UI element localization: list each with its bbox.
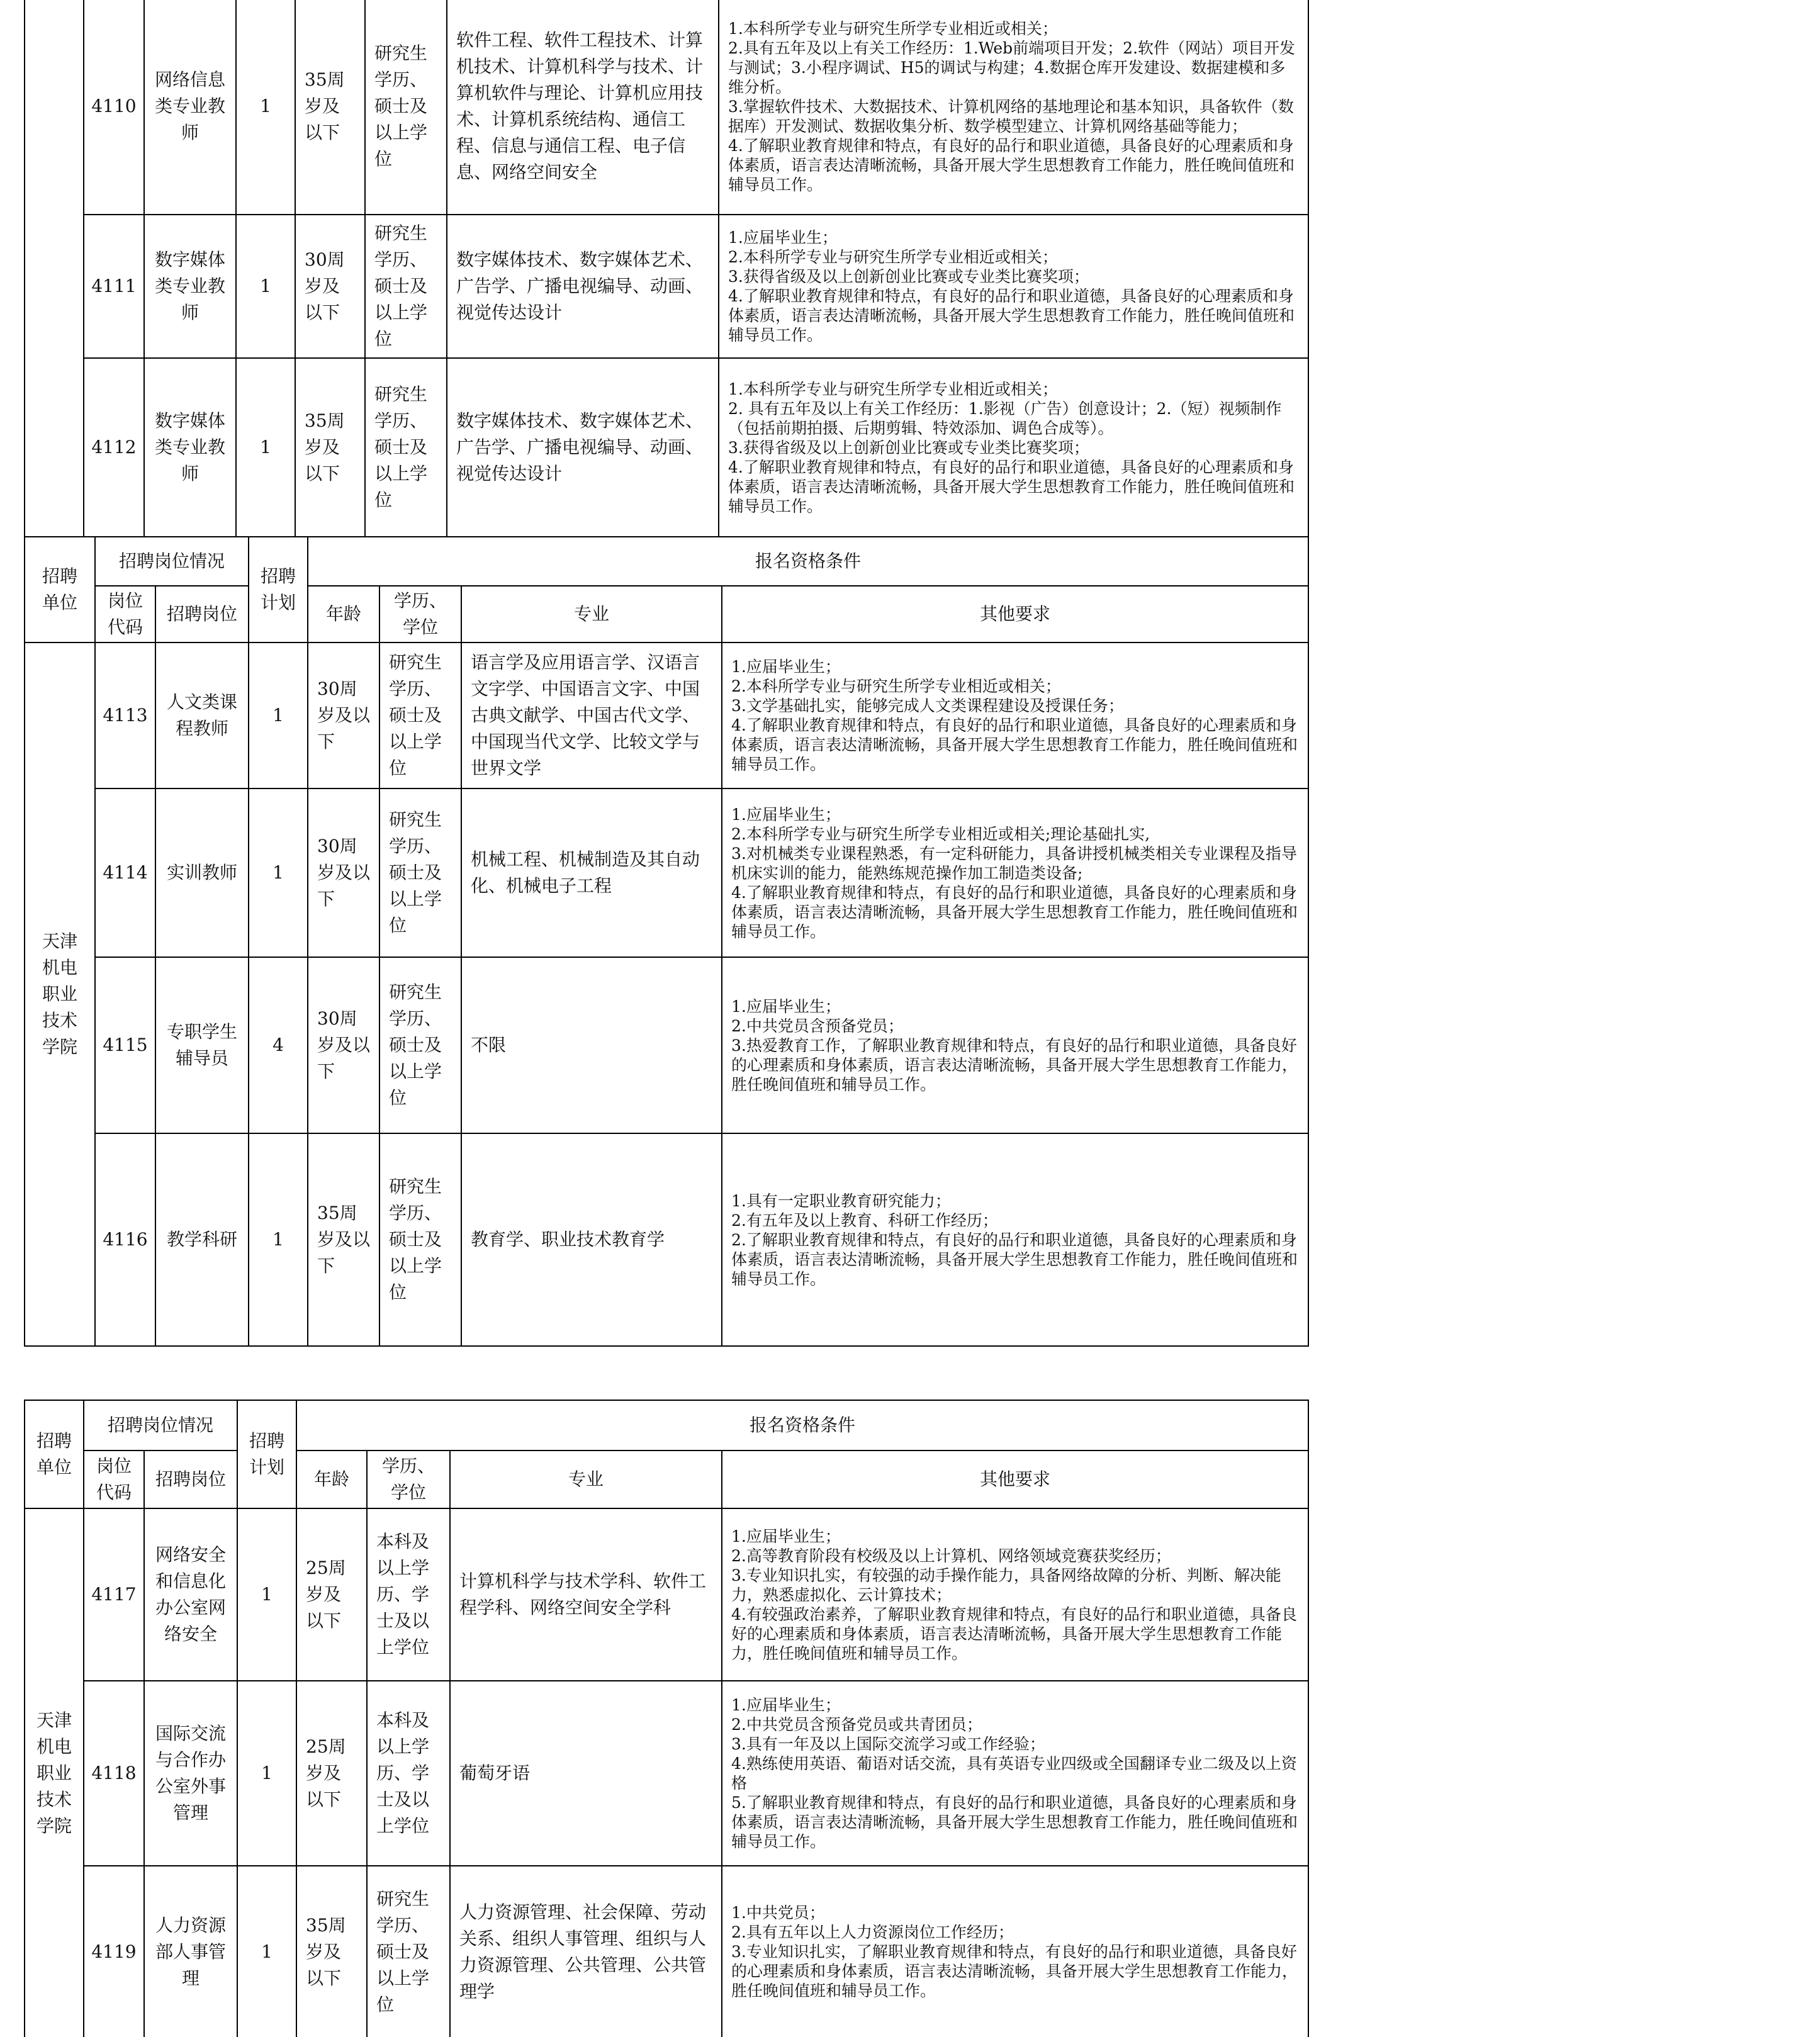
- education-requirement: 研究生学历、硕士及以上学位: [379, 1133, 461, 1346]
- age-requirement: 30周岁及以下: [308, 957, 379, 1133]
- header-position-code: 岗位代码: [95, 586, 155, 643]
- other-requirements: 1.应届毕业生； 2.高等教育阶段有校级及以上计算机、网络领域竞赛获奖经历； 3.专业知识扎实，有较强的动手操作能力，具备网络故障的分析、判断、解决能力，熟悉虚拟化、云计算技术； 4.有较强政治素养，了解职业教育规律和特点，有良好的品行和职业道德，具备良好的心理素质和身体素质，语言表达清晰流畅，具备开展大学生思想教育工作能力，胜任晚间值班和辅导员工作。: [722, 1508, 1308, 1681]
- age-requirement: 35周岁及以下: [296, 1866, 367, 2037]
- major-requirement: 计算机科学与技术学科、软件工程学科、网络空间安全学科: [450, 1508, 722, 1681]
- table-row: [25, 788, 1308, 957]
- table-row: [25, 957, 1308, 1133]
- major-requirement: 不限: [461, 957, 722, 1133]
- position-code: 4110: [84, 0, 144, 215]
- unit-name: 天津机电职业技术学院: [25, 1508, 84, 2037]
- recruitment-table-section-a: [24, 536, 1309, 643]
- major-requirement: 机械工程、机械制造及其自动化、机械电子工程: [461, 788, 722, 957]
- header-other: 其他要求: [722, 586, 1308, 643]
- other-requirements: 1.具有一定职业教育研究能力； 2.有五年及以上教育、科研工作经历； 2.了解职业教育规律和特点，有良好的品行和职业道德，具备良好的心理素质和身体素质，语言表达清晰流畅，具备开展大学生思想教育工作能力，胜任晚间值班和辅导员工作。: [722, 1133, 1308, 1346]
- header-plan: 招聘计划: [237, 1400, 296, 1508]
- education-requirement: 研究生学历、硕士及以上学位: [365, 358, 447, 537]
- education-requirement: 研究生学历、硕士及以上学位: [379, 788, 461, 957]
- unit-cell-continued: [25, 0, 84, 537]
- hiring-plan: 1: [237, 1681, 296, 1866]
- table-row: [25, 1133, 1308, 1346]
- age-requirement: 35周岁及以下: [295, 0, 365, 215]
- age-requirement: 30周岁及以下: [295, 215, 365, 358]
- unit-name: 天津机电职业技术学院: [25, 643, 95, 1346]
- header-position-name: 招聘岗位: [155, 586, 249, 643]
- table-row: [25, 1866, 1308, 2037]
- header-unit: 招聘单位: [25, 537, 95, 643]
- education-requirement: 研究生学历、硕士及以上学位: [365, 0, 447, 215]
- position-code: 4118: [84, 1681, 144, 1866]
- age-requirement: 35周岁及以下: [308, 1133, 379, 1346]
- header-age: 年龄: [296, 1451, 367, 1508]
- position-code: 4112: [84, 358, 144, 537]
- other-requirements: 1.应届毕业生； 2.本科所学专业与研究生所学专业相近或相关;理论基础扎实, 3.对机械类专业课程熟悉，有一定科研能力，具备讲授机械类相关专业课程及指导机床实训的能力，能熟练规范操作加工制造类设备; 4.了解职业教育规律和特点，有良好的品行和职业道德，具备良好的心理素质和身体素质，语言表达清晰流畅，具备开展大学生思想教育工作能力，胜任晚间值班和辅导员工作。: [722, 788, 1308, 957]
- education-requirement: 研究生学历、硕士及以上学位: [365, 215, 447, 358]
- table-row: [25, 0, 1308, 215]
- major-requirement: 语言学及应用语言学、汉语言文字学、中国语言文字、中国古典文献学、中国古代文学、中国现当代文学、比较文学与世界文学: [461, 643, 722, 788]
- recruitment-table-section-a-body: [24, 642, 1309, 1347]
- other-requirements: 1.应届毕业生； 2.本科所学专业与研究生所学专业相近或相关； 3.获得省级及以上创新创业比赛或专业类比赛奖项； 4.了解职业教育规律和特点，有良好的品行和职业道德，具备良好的心理素质和身体素质，语言表达清晰流畅，具备开展大学生思想教育工作能力，胜任晚间值班和辅导员工作。: [719, 215, 1308, 358]
- header-conditions: 报名资格条件: [296, 1400, 1308, 1451]
- hiring-plan: 1: [237, 1508, 296, 1681]
- hiring-plan: 1: [249, 788, 308, 957]
- education-requirement: 研究生学历、硕士及以上学位: [379, 957, 461, 1133]
- age-requirement: 25周岁及以下: [296, 1508, 367, 1681]
- header-unit: 招聘单位: [25, 1400, 84, 1508]
- header-position-code: 岗位代码: [84, 1451, 144, 1508]
- table-row: [25, 1681, 1308, 1866]
- other-requirements: 1.应届毕业生； 2.中共党员含预备党员； 3.热爱教育工作，了解职业教育规律和特点，有良好的品行和职业道德，具备良好的心理素质和身体素质，语言表达清晰流畅，具备开展大学生思想教育工作能力，胜任晚间值班和辅导员工作。: [722, 957, 1308, 1133]
- other-requirements: 1.中共党员； 2.具有五年以上人力资源岗位工作经历； 3.专业知识扎实，了解职业教育规律和特点，有良好的品行和职业道德，具备良好的心理素质和身体素质，语言表达清晰流畅，具备开展大学生思想教育工作能力，胜任晚间值班和辅导员工作。: [722, 1866, 1308, 2037]
- hiring-plan: 4: [249, 957, 308, 1133]
- position-name: 人力资源部人事管理: [144, 1866, 237, 2037]
- hiring-plan: 1: [236, 358, 295, 537]
- major-requirement: 软件工程、软件工程技术、计算机技术、计算机科学与技术、计算机软件与理论、计算机应用技术、计算机系统结构、通信工程、信息与通信工程、电子信息、网络空间安全: [447, 0, 719, 215]
- recruitment-table-continuation: [24, 0, 1309, 537]
- position-code: 4116: [95, 1133, 155, 1346]
- position-name: 专职学生辅导员: [155, 957, 249, 1133]
- position-name: 数字媒体类专业教师: [144, 215, 236, 358]
- table-row: [25, 643, 1308, 788]
- other-requirements: 1.本科所学专业与研究生所学专业相近或相关； 2.具有五年及以上有关工作经历：1.Web前端项目开发；2.软件（网站）项目开发与测试；3.小程序调试、H5的调试与构建；4.数据仓库开发建设、数据建模和多维分析。 3.掌握软件技术、大数据技术、计算机网络的基地理论和基本知识，具备软件（数据库）开发测试、数据收集分析、数学模型建立、计算机网络基础等能力； 4.了解职业教育规律和特点，有良好的品行和职业道德，具备良好的心理素质和身体素质，语言表达清晰流畅，具备开展大学生思想教育工作能力，胜任晚间值班和辅导员工作。: [719, 0, 1308, 215]
- header-other: 其他要求: [722, 1451, 1308, 1508]
- header-plan: 招聘计划: [249, 537, 308, 643]
- hiring-plan: 1: [236, 215, 295, 358]
- education-requirement: 本科及以上学历、学士及以上学位: [367, 1681, 450, 1866]
- other-requirements: 1.应届毕业生； 2.本科所学专业与研究生所学专业相近或相关； 3.文学基础扎实，能够完成人文类课程建设及授课任务； 4.了解职业教育规律和特点，有良好的品行和职业道德，具备良好的心理素质和身体素质，语言表达清晰流畅，具备开展大学生思想教育工作能力，胜任晚间值班和辅导员工作。: [722, 643, 1308, 788]
- major-requirement: 数字媒体技术、数字媒体艺术、广告学、广播电视编导、动画、视觉传达设计: [447, 215, 719, 358]
- age-requirement: 35周岁及以下: [295, 358, 365, 537]
- table-row: [25, 1508, 1308, 1681]
- position-name: 人文类课程教师: [155, 643, 249, 788]
- position-code: 4111: [84, 215, 144, 358]
- education-requirement: 本科及以上学历、学士及以上学位: [367, 1508, 450, 1681]
- position-code: 4114: [95, 788, 155, 957]
- table-row: [25, 215, 1308, 358]
- position-code: 4113: [95, 643, 155, 788]
- position-name: 数字媒体类专业教师: [144, 358, 236, 537]
- hiring-plan: 1: [236, 0, 295, 215]
- header-major: 专业: [461, 586, 722, 643]
- other-requirements: 1.本科所学专业与研究生所学专业相近或相关； 2. 具有五年及以上有关工作经历：1.影视（广告）创意设计；2.（短）视频制作（包括前期拍摄、后期剪辑、特效添加、调色合成等）。 3.获得省级及以上创新创业比赛或专业类比赛奖项； 4.了解职业教育规律和特点，有良好的品行和职业道德，具备良好的心理素质和身体素质，语言表达清晰流畅，具备开展大学生思想教育工作能力，胜任晚间值班和辅导员工作。: [719, 358, 1308, 537]
- position-code: 4115: [95, 957, 155, 1133]
- position-code: 4119: [84, 1866, 144, 2037]
- education-requirement: 研究生学历、硕士及以上学位: [367, 1866, 450, 2037]
- header-major: 专业: [450, 1451, 722, 1508]
- hiring-plan: 1: [237, 1866, 296, 2037]
- recruitment-table-section-b: [24, 1400, 1309, 2037]
- age-requirement: 30周岁及以下: [308, 788, 379, 957]
- header-conditions: 报名资格条件: [308, 537, 1308, 586]
- major-requirement: 葡萄牙语: [450, 1681, 722, 1866]
- age-requirement: 25周岁及以下: [296, 1681, 367, 1866]
- position-code: 4117: [84, 1508, 144, 1681]
- major-requirement: 教育学、职业技术教育学: [461, 1133, 722, 1346]
- position-name: 教学科研: [155, 1133, 249, 1346]
- hiring-plan: 1: [249, 643, 308, 788]
- major-requirement: 数字媒体技术、数字媒体艺术、广告学、广播电视编导、动画、视觉传达设计: [447, 358, 719, 537]
- header-position-name: 招聘岗位: [144, 1451, 237, 1508]
- hiring-plan: 1: [249, 1133, 308, 1346]
- other-requirements: 1.应届毕业生； 2.中共党员含预备党员或共青团员； 3.具有一年及以上国际交流学习或工作经验； 4.熟练使用英语、葡语对话交流，具有英语专业四级或全国翻译专业二级及以上资格 5.了解职业教育规律和特点，有良好的品行和职业道德，具备良好的心理素质和身体素质，语言表达清晰流畅，具备开展大学生思想教育工作能力，胜任晚间值班和辅导员工作。: [722, 1681, 1308, 1866]
- position-name: 实训教师: [155, 788, 249, 957]
- table-row: [25, 358, 1308, 537]
- position-name: 网络信息类专业教师: [144, 0, 236, 215]
- education-requirement: 研究生学历、硕士及以上学位: [379, 643, 461, 788]
- age-requirement: 30周岁及以下: [308, 643, 379, 788]
- header-position-info: 招聘岗位情况: [84, 1400, 237, 1451]
- position-name: 网络安全和信息化办公室网络安全: [144, 1508, 237, 1681]
- header-age: 年龄: [308, 586, 379, 643]
- position-name: 国际交流与合作办公室外事管理: [144, 1681, 237, 1866]
- header-position-info: 招聘岗位情况: [95, 537, 249, 586]
- header-education: 学历、学位: [379, 586, 461, 643]
- header-education: 学历、学位: [367, 1451, 450, 1508]
- major-requirement: 人力资源管理、社会保障、劳动关系、组织人事管理、组织与人力资源管理、公共管理、公共管理学: [450, 1866, 722, 2037]
